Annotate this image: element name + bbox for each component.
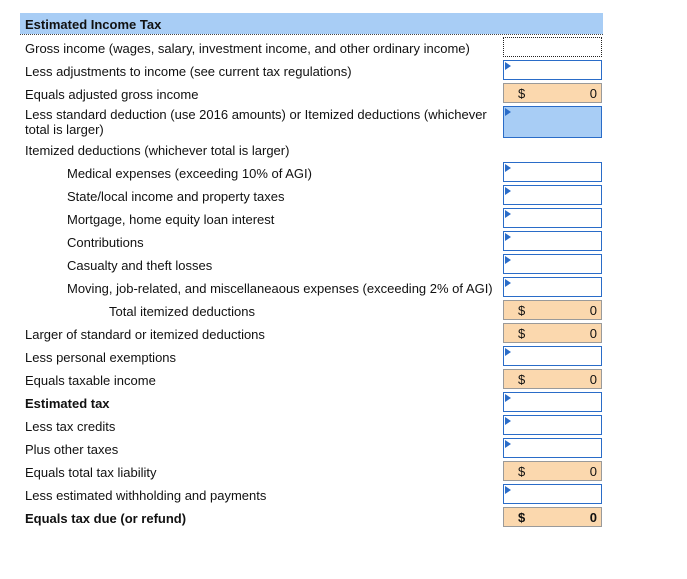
input-marker-icon	[505, 440, 511, 448]
contributions-input[interactable]	[503, 231, 602, 251]
label-agi: Equals adjusted gross income	[25, 87, 199, 102]
label-other-taxes: Plus other taxes	[25, 442, 119, 457]
label-moving: Moving, job-related, and miscellaneaous expenses (exceeding 2% of AGI)	[67, 281, 493, 296]
personal-exemptions-input[interactable]	[503, 346, 602, 366]
label-tax-due: Equals tax due (or refund)	[25, 511, 187, 526]
currency-symbol: $	[518, 510, 526, 525]
agi-value	[503, 83, 602, 103]
input-marker-icon	[505, 348, 511, 356]
total-liability-value	[503, 461, 602, 481]
label-casualty: Casualty and theft losses	[67, 258, 213, 273]
input-marker-icon	[505, 164, 511, 172]
header-divider	[20, 34, 603, 35]
moving-input[interactable]	[503, 277, 602, 297]
tax-due-value	[503, 507, 602, 527]
label-state-local: State/local income and property taxes	[67, 189, 285, 204]
withholding-input[interactable]	[503, 484, 602, 504]
input-marker-icon	[505, 233, 511, 241]
mortgage-input[interactable]	[503, 208, 602, 228]
label-taxable-income: Equals taxable income	[25, 373, 156, 388]
label-itemized-header: Itemized deductions (whichever total is larger)	[25, 143, 290, 158]
tax-credits-input[interactable]	[503, 415, 602, 435]
larger-deduction-amount: 0	[589, 326, 597, 341]
total-itemized-value	[503, 300, 602, 320]
label-estimated-tax: Estimated tax	[25, 396, 110, 411]
currency-symbol: $	[518, 464, 526, 479]
other-taxes-input[interactable]	[503, 438, 602, 458]
adjustments-input[interactable]	[503, 60, 602, 80]
input-marker-icon	[505, 486, 511, 494]
gross-income-input[interactable]	[503, 37, 602, 57]
standard-deduction-input[interactable]	[503, 106, 602, 138]
input-marker-icon	[505, 62, 511, 70]
label-total-itemized: Total itemized deductions	[109, 304, 255, 319]
label-medical: Medical expenses (exceeding 10% of AGI)	[67, 166, 312, 181]
label-contributions: Contributions	[67, 235, 144, 250]
currency-symbol: $	[518, 303, 526, 318]
currency-symbol: $	[518, 86, 526, 101]
label-adjustments: Less adjustments to income (see current tax regulations)	[25, 64, 352, 79]
taxable-income-amount: 0	[589, 372, 597, 387]
label-gross-income: Gross income (wages, salary, investment income, and other ordinary income)	[25, 41, 470, 56]
input-marker-icon	[505, 256, 511, 264]
input-marker-icon	[505, 108, 511, 116]
total-liability-amount: 0	[589, 464, 597, 479]
state-local-input[interactable]	[503, 185, 602, 205]
medical-input[interactable]	[503, 162, 602, 182]
label-withholding: Less estimated withholding and payments	[25, 488, 267, 503]
estimated-tax-input[interactable]	[503, 392, 602, 412]
total-itemized-amount: 0	[589, 303, 597, 318]
larger-deduction-value	[503, 323, 602, 343]
taxable-income-value	[503, 369, 602, 389]
label-larger-deduction: Larger of standard or itemized deductions	[25, 327, 265, 342]
input-marker-icon	[505, 394, 511, 402]
label-tax-credits: Less tax credits	[25, 419, 116, 434]
currency-symbol: $	[518, 372, 526, 387]
input-marker-icon	[505, 279, 511, 287]
label-total-liability: Equals total tax liability	[25, 465, 157, 480]
label-standard-deduction: Less standard deduction (use 2016 amounts) or Itemized deductions (whichever total is larger)	[25, 107, 487, 137]
tax-due-amount: 0	[589, 510, 597, 525]
input-marker-icon	[505, 417, 511, 425]
label-mortgage: Mortgage, home equity loan interest	[67, 212, 275, 227]
casualty-input[interactable]	[503, 254, 602, 274]
currency-symbol: $	[518, 326, 526, 341]
input-marker-icon	[505, 210, 511, 218]
label-personal-exemptions: Less personal exemptions	[25, 350, 177, 365]
agi-amount: 0	[589, 86, 597, 101]
worksheet-title: Estimated Income Tax	[25, 17, 162, 32]
input-marker-icon	[505, 187, 511, 195]
